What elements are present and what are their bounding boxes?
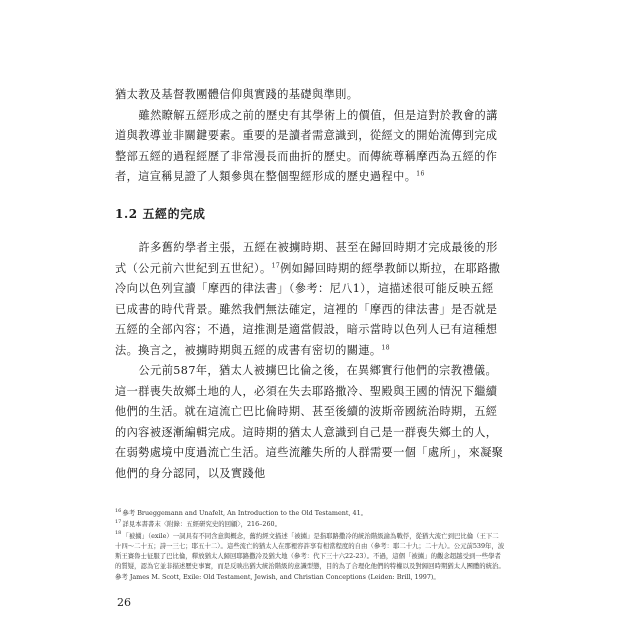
footnotes [115,496,505,582]
section-heading: 1.2 五經的完成 [115,206,206,221]
paragraph-3 [115,238,505,361]
footnote-text: 「被擄」（exile）一詞具有不同含意與概念，舊約經文描述「被擄」是指耶路撒冷的統治階級淪為戰俘，從猶大流亡到巴比倫（王下二十四～二十五；詩一三七；耶五十二）。這些流亡的猶太人在那裡容許享有相當程度的自由（參考：耶二十九；二十九）。公元前539年，波斯王賽魯士征服了巴比倫，釋放猶太人歸回耶路撒冷及猶大地（參考：代下三十六22-23）。不過，這個「被擄」的觀念超越受到一些學者的質疑，認為它並非描述歷史事實，而是反映出猶大統治階級的意識型態，目的為了合理化他們的特權以及對歸回時期猶太人團體的統治。參考 James M. Scott, Exile: Old Testament, Jewish, and Christian Conceptions (Leiden: Brill, 1997)。 [115,531,505,581]
footnote-ref-17: 17 [271,261,281,269]
footnote-text: 參考 Brueggemann and Unafelt, An Introduction to the Old Testament, 41。 [122,509,368,517]
main-text [115,85,505,484]
footnote-ref-18: 18 [381,343,390,351]
footnote-17 [115,519,505,529]
footnote-ref-16: 16 [416,170,425,178]
footnote-text: 詳見本書書末〈附錄：五經研究史的回顧〉，216–260。 [122,520,281,529]
footnote-mark: 16 [115,507,122,514]
footnote-mark: 17 [115,519,122,526]
paragraph-2-text: 雖然瞭解五經形成之前的歷史有其學術上的價值，但是這對於教會的講道與教導並非關鍵要素。重要的是讀者需意識到，從經文的開始流傳到完成整部五經的過程經歷了非常漫長而曲折的歷史。而傳統尊稱摩西為五經的作者，這宣稱見證了人類參與在整個聖經形成的歷史過程中。 [115,108,498,183]
footnote-mark: 18 [115,530,122,537]
footnote-16 [115,508,505,518]
paragraph-3b-text: 例如歸回時期的經學教師以斯拉，在耶路撒冷向以色列宣讀「摩西的律法書」（參考：尼八1），這描述很可能反映五經已成書的時代背景。雖然我們無法確定，這裡的「摩西的律法書」是否就是五經的全部內容；不過，這推測是適當假設，暗示當時以色列人已有這種想法。換言之，被擄時期與五經的成書有密切的關連。 [115,261,501,357]
footnote-18 [115,531,505,582]
book-page [115,85,505,620]
paragraph-2 [115,106,505,188]
paragraph-4: 公元前587年，猶太人被擄巴比倫之後，在異鄉實行他們的宗教禮儀。這一群喪失故鄉土地的人，必須在失去耶路撒冷、聖殿與王國的情況下繼續他們的生活。就在這流亡巴比倫時期、甚至後續的波斯帝國統治時期，五經的內容被逐漸編輯完成。這時期的猶太人意識到自己是一群喪失鄉土的人，在弱勢處境中度過流亡生活。這些流離失所的人群需要一個「處所」，來凝聚他們的身分認同，以及實踐他 [115,364,504,480]
paragraph-1: 猶太教及基督教團體信仰與實踐的基礎與準則。 [115,88,359,101]
page-number: 26 [117,596,131,609]
paragraph-3a-text: 許多舊約學者主張，五經在被擄時期、甚至在歸回時期才完成最後的形式（公元前六世紀到五世紀）。 [115,241,498,275]
